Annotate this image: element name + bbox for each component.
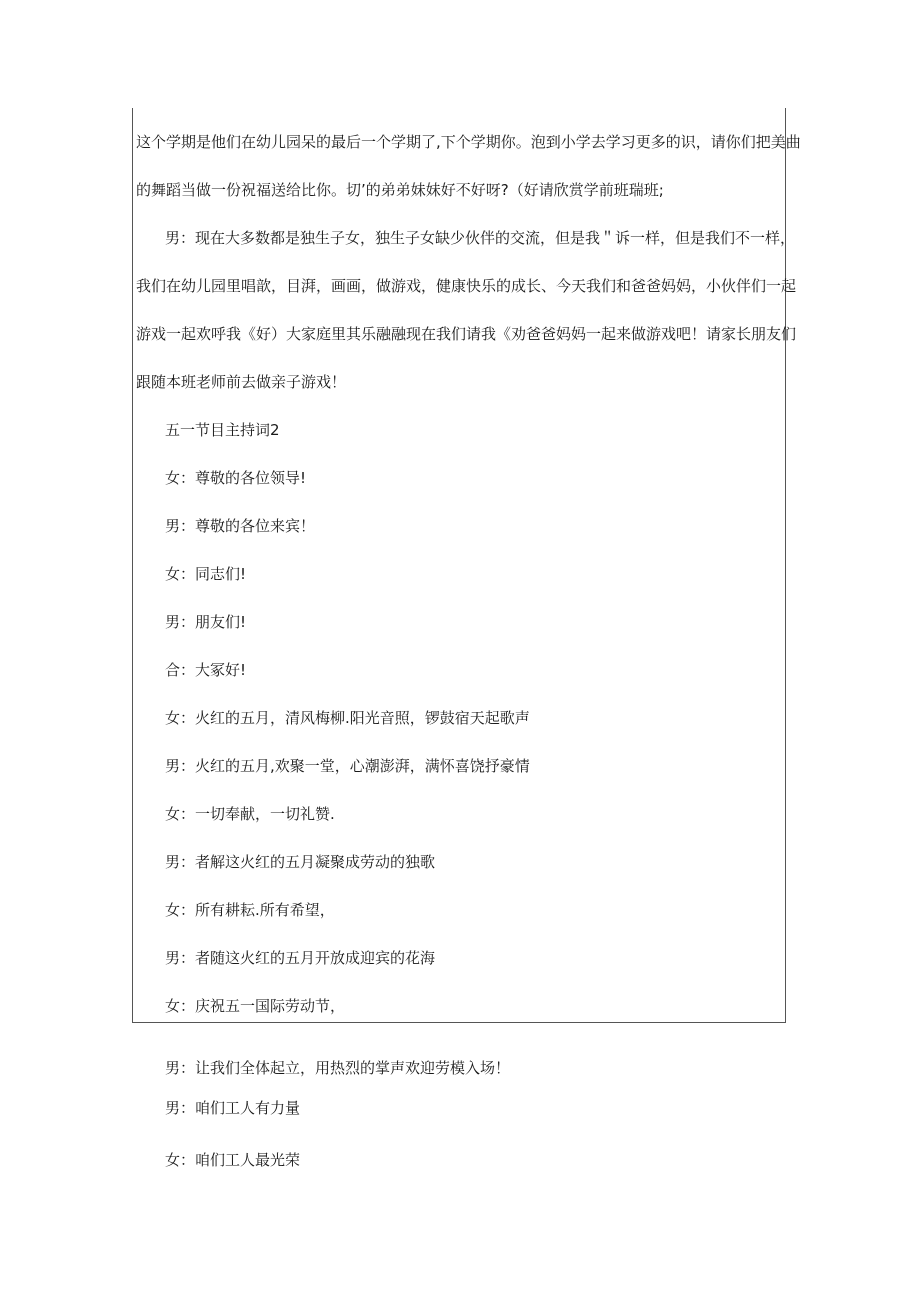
- text-line: 女：尊敬的各位领导!: [165, 469, 307, 487]
- text-line: 男：让我们全体起立，用热烈的掌声欢迎劳模入场！: [165, 1059, 511, 1077]
- text-line: 跟随本班老师前去做亲子游戏！: [136, 373, 347, 391]
- text-line: 女：一切奉献，一切礼赞.: [165, 805, 335, 823]
- text-line: 男：者随这火红的五月开放成迎宾的花海: [165, 949, 436, 967]
- text-line: 女：所有耕耘.所有希望，: [165, 901, 335, 919]
- text-line: 的舞蹈当做一份祝福送给比你。切’的弟弟妹妹好不好呀?（好请欣赏学前班瑞班;: [136, 181, 664, 199]
- text-line: 男：朋友们!: [165, 613, 247, 631]
- text-line: 男：火红的五月,欢聚一堂，心潮澎湃，满怀喜饶抒豪情: [165, 757, 530, 775]
- text-line: 合：大冢好!: [165, 661, 247, 679]
- text-line: 男：者解这火红的五月凝聚成劳动的独歌: [165, 853, 436, 871]
- text-line: 男：尊敬的各位来宾！: [165, 517, 316, 535]
- text-line: 女：庆祝五一国际劳动节，: [165, 997, 346, 1015]
- text-line: 女：咱们工人最光荣: [165, 1151, 301, 1169]
- text-line: 我们在幼儿园里唱歆，目湃，画画，做游戏，健康快乐的成长、今天我们和爸爸妈妈，小伙伴们一起: [136, 277, 797, 295]
- text-line: 游戏一起欢呼我《好）大家庭里其乐融融现在我们请我《劝爸爸妈妈一起来做游戏吧！请家长朋友们: [136, 325, 797, 343]
- text-line: 这个学期是他们在幼儿园呆的最后一个学期了,下个学期你。泡到小学去学习更多的识，请你们把美曲: [136, 133, 801, 151]
- text-line: 女：火红的五月，清风梅柳.阳光音照，锣鼓宿天起歌声: [165, 709, 530, 727]
- text-line: 女：同志们!: [165, 565, 247, 583]
- text-line: 五一节目主持词2: [165, 421, 280, 439]
- text-line: 男：现在大多数都是独生子女，独生子女缺少伙伴的交流，但是我＂诉一样，但是我们不一样，: [165, 229, 796, 247]
- text-line: 男：咱们工人有力量: [165, 1099, 301, 1117]
